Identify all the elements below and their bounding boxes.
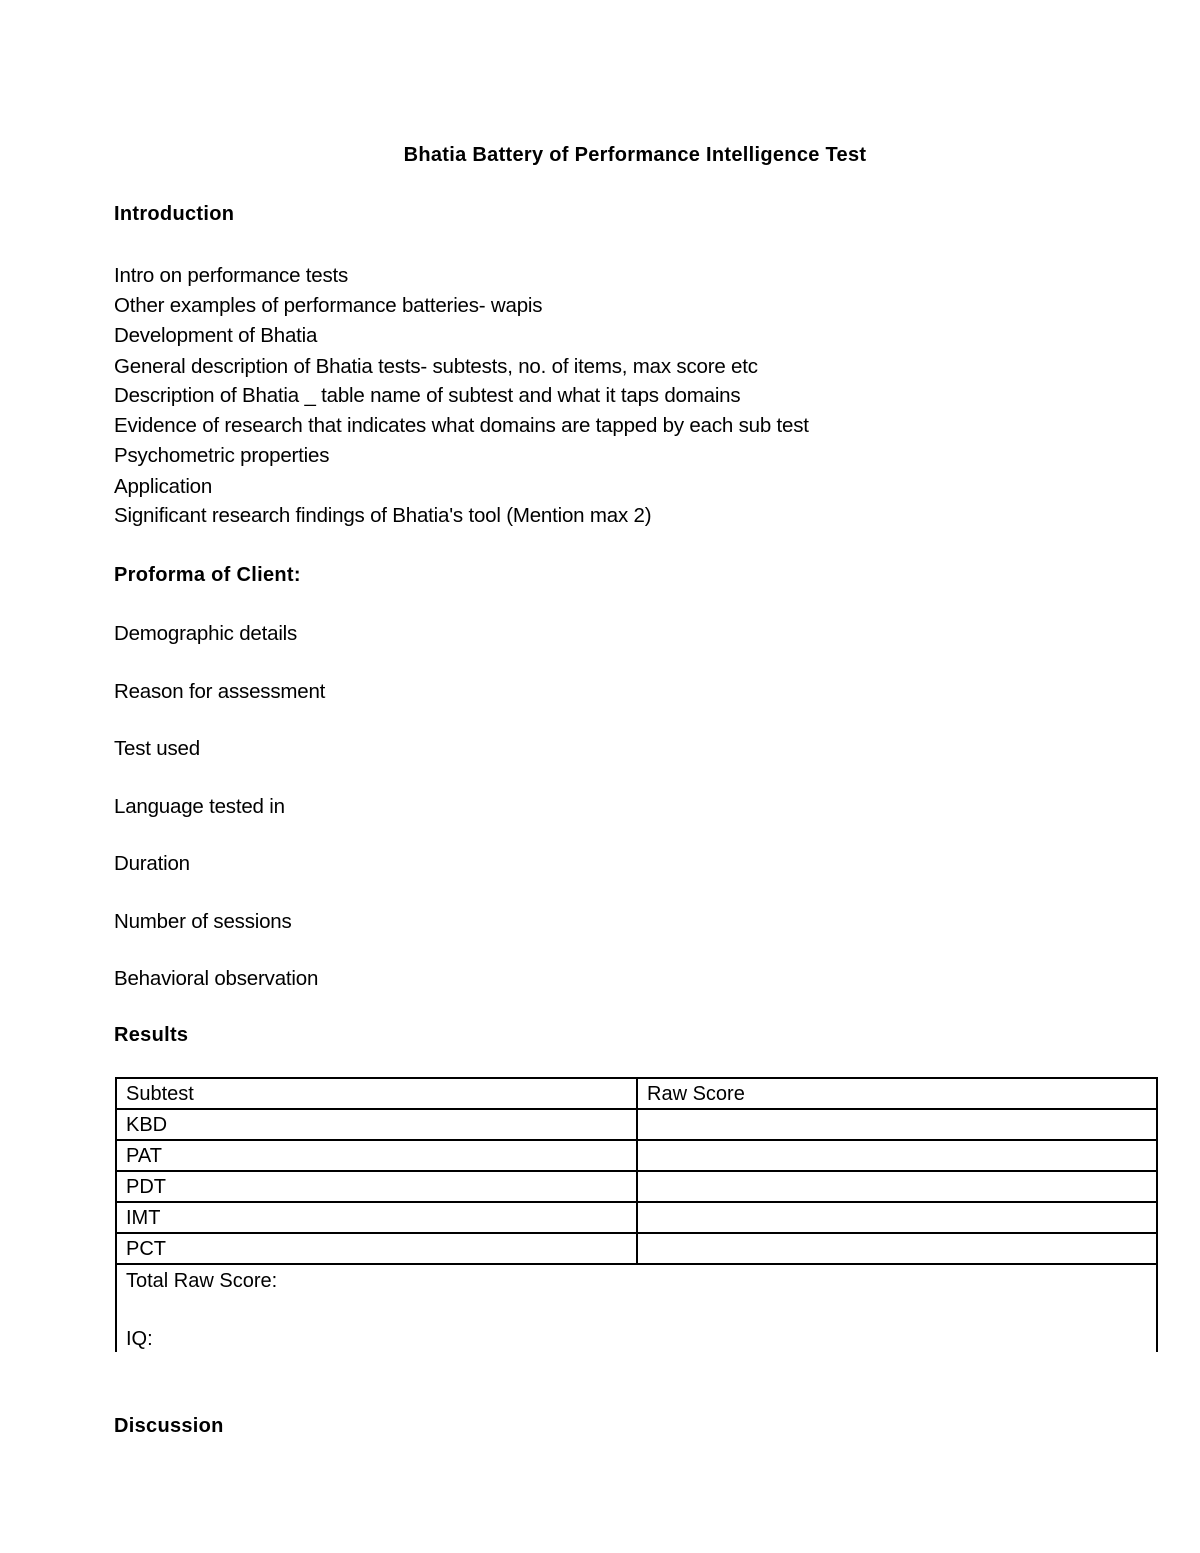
raw-score-cell [638, 1141, 1156, 1170]
subtest-cell: KBD [117, 1110, 638, 1139]
iq-label: IQ: [126, 1328, 153, 1350]
proforma-heading: Proforma of Client: [114, 564, 301, 586]
table-row [117, 1234, 1156, 1265]
results-table [115, 1077, 1158, 1352]
table-row [117, 1141, 1156, 1172]
intro-item: Other examples of performance batteries- wapis [114, 294, 543, 317]
proforma-item: Language tested in [114, 795, 285, 818]
subtest-cell: IMT [117, 1203, 638, 1232]
table-row [117, 1203, 1156, 1234]
intro-item: Application [114, 475, 213, 498]
proforma-item: Reason for assessment [114, 680, 326, 703]
table-header-row [117, 1079, 1156, 1110]
intro-item: Development of Bhatia [114, 324, 318, 347]
discussion-heading: Discussion [114, 1415, 224, 1437]
header-raw-score: Raw Score [647, 1083, 745, 1105]
raw-score-cell [638, 1234, 1156, 1263]
proforma-item: Number of sessions [114, 910, 292, 933]
header-subtest: Subtest [117, 1079, 638, 1108]
introduction-heading: Introduction [114, 203, 235, 225]
intro-item: Description of Bhatia _ table name of subtest and what it taps domains [114, 384, 741, 407]
intro-item: Significant research findings of Bhatia's tool (Mention max 2) [114, 504, 652, 527]
subtest-cell: PCT [117, 1234, 638, 1263]
document-title: Bhatia Battery of Performance Intelligence Test [403, 144, 867, 166]
proforma-item: Demographic details [114, 622, 298, 645]
intro-item: Psychometric properties [114, 444, 330, 467]
raw-score-cell [638, 1110, 1156, 1139]
table-row [117, 1110, 1156, 1141]
subtest-cell: PDT [117, 1172, 638, 1201]
raw-score-cell [638, 1172, 1156, 1201]
results-heading: Results [114, 1024, 189, 1046]
subtest-cell: PAT [117, 1141, 638, 1170]
table-row [117, 1172, 1156, 1203]
proforma-item: Test used [114, 737, 200, 760]
total-raw-score-label: Total Raw Score: [126, 1270, 278, 1292]
intro-item: General description of Bhatia tests- subtests, no. of items, max score etc [114, 355, 758, 378]
proforma-item: Duration [114, 852, 190, 875]
intro-item: Intro on performance tests [114, 264, 349, 287]
proforma-item: Behavioral observation [114, 967, 319, 990]
raw-score-cell [638, 1203, 1156, 1232]
intro-item: Evidence of research that indicates what domains are tapped by each sub test [114, 414, 809, 437]
